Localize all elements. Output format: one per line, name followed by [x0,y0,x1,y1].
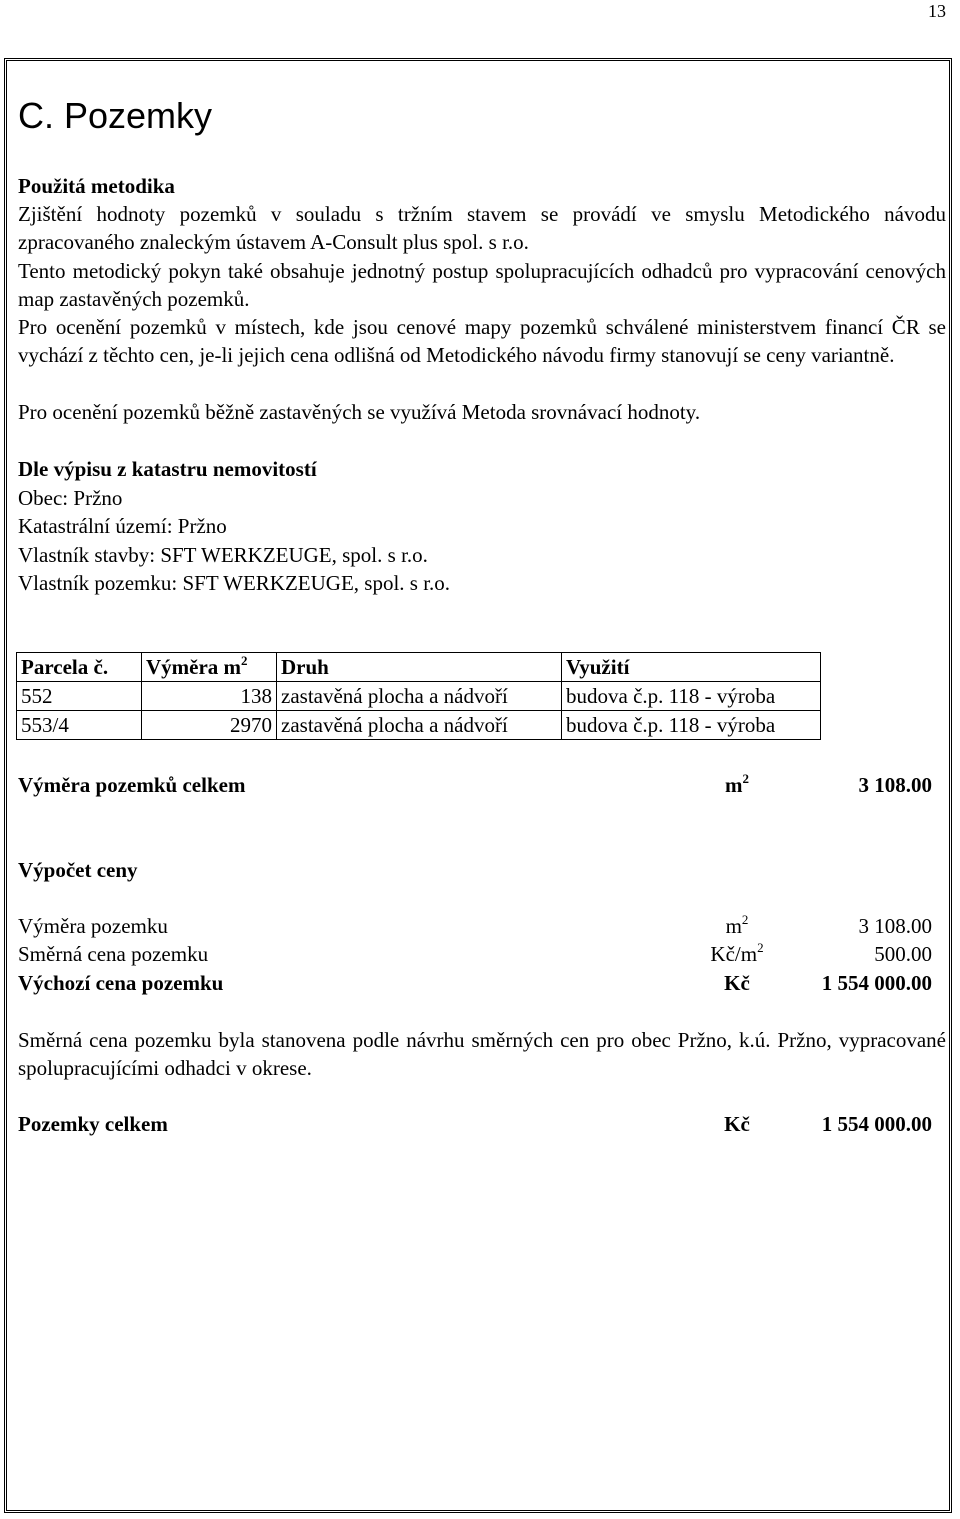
methodology-paragraph-1: Zjištění hodnoty pozemků v souladu s tržním stavem se provádí ve smyslu Metodického návodu zpracovaného znaleckým ústavem A-Consult plus spol. s r.o. [18,202,946,254]
header-area [142,653,277,682]
header-area-sup: 2 [241,653,248,668]
methodology-paragraph-2: Tento metodický pokyn také obsahuje jednotný postup spolupracujících odhadců pro vypracování cenových map zastavěných pozemků. [18,259,946,311]
price-row-unit [682,912,792,940]
cell-use: budova č.p. 118 - výroba [562,682,821,711]
price-row-label: Výchozí cena pozemku [18,971,224,995]
price-row-value: 3 108.00 [858,914,932,938]
cell-parcel: 552 [17,682,142,711]
section-title: C. Pozemky [18,95,213,136]
cell-type: zastavěná plocha a nádvoří [277,682,562,711]
land-total-value: 1 554 000.00 [821,1112,932,1136]
price-row-unit-sup: 2 [757,940,764,955]
cell-type: zastavěná plocha a nádvoří [277,711,562,740]
methodology-heading: Použitá metodika [18,174,175,198]
area-total-unit-sup: 2 [742,771,749,786]
land-owner: Vlastník pozemku: SFT WERKZEUGE, spol. s r.o. [18,571,451,595]
parcels-table [16,652,821,740]
area-total-row [18,771,932,799]
cell-parcel: 553/4 [17,711,142,740]
price-row-unit [682,940,792,968]
price-note: Směrná cena pozemku byla stanovena podle návrhu směrných cen pro obec Pržno, k.ú. Pržno, vypracované spolupracujícími odhadci v okrese. [18,1028,946,1080]
price-row-value: 500.00 [874,942,932,966]
price-row-value: 1 554 000.00 [821,971,932,995]
building-owner: Vlastník stavby: SFT WERKZEUGE, spol. s r.o. [18,543,428,567]
price-row [18,912,932,940]
cadastre-municipality: Obec: Pržno [18,486,123,510]
price-row [18,940,932,968]
cell-area: 138 [142,682,277,711]
area-total-label: Výměra pozemků celkem [18,773,246,797]
price-row-unit-sup: 2 [741,912,749,927]
methodology-paragraph-4: Pro ocenění pozemků běžně zastavěných se využívá Metoda srovnávací hodnoty. [18,400,701,424]
table-row [17,711,821,740]
header-parcel: Parcela č. [17,653,142,682]
price-calc-heading: Výpočet ceny [18,858,138,882]
cadastre-heading: Dle výpisu z katastru nemovitostí [18,457,317,481]
price-row [18,969,932,997]
land-total-row [18,1110,932,1138]
cell-use: budova č.p. 118 - výroba [562,711,821,740]
land-total-label: Pozemky celkem [18,1112,168,1136]
price-row-unit: Kč [724,971,750,995]
price-row-unit-base: Kč/m [710,942,758,966]
area-total-value: 3 108.00 [858,773,932,797]
page-number: 13 [928,1,946,21]
header-use: Využití [562,653,821,682]
cell-area: 2970 [142,711,277,740]
land-total-unit: Kč [724,1112,750,1136]
header-area-label: Výměra m [146,655,242,679]
price-row-label: Směrná cena pozemku [18,942,209,966]
area-total-unit [682,771,792,799]
price-row-label: Výměra pozemku [18,914,168,938]
cadastre-area: Katastrální území: Pržno [18,514,227,538]
table-header-row [17,653,821,682]
price-row-unit-base: m [725,914,742,938]
area-total-unit-base: m [725,773,743,797]
table-row [17,682,821,711]
methodology-paragraph-3: Pro ocenění pozemků v místech, kde jsou cenové mapy pozemků schválené ministerstvem financí ČR se vychází z těchto cen, je-li jejich cena odlišná od Metodického návodu firmy stanovují se ceny variantně. [18,315,946,367]
header-type: Druh [277,653,562,682]
